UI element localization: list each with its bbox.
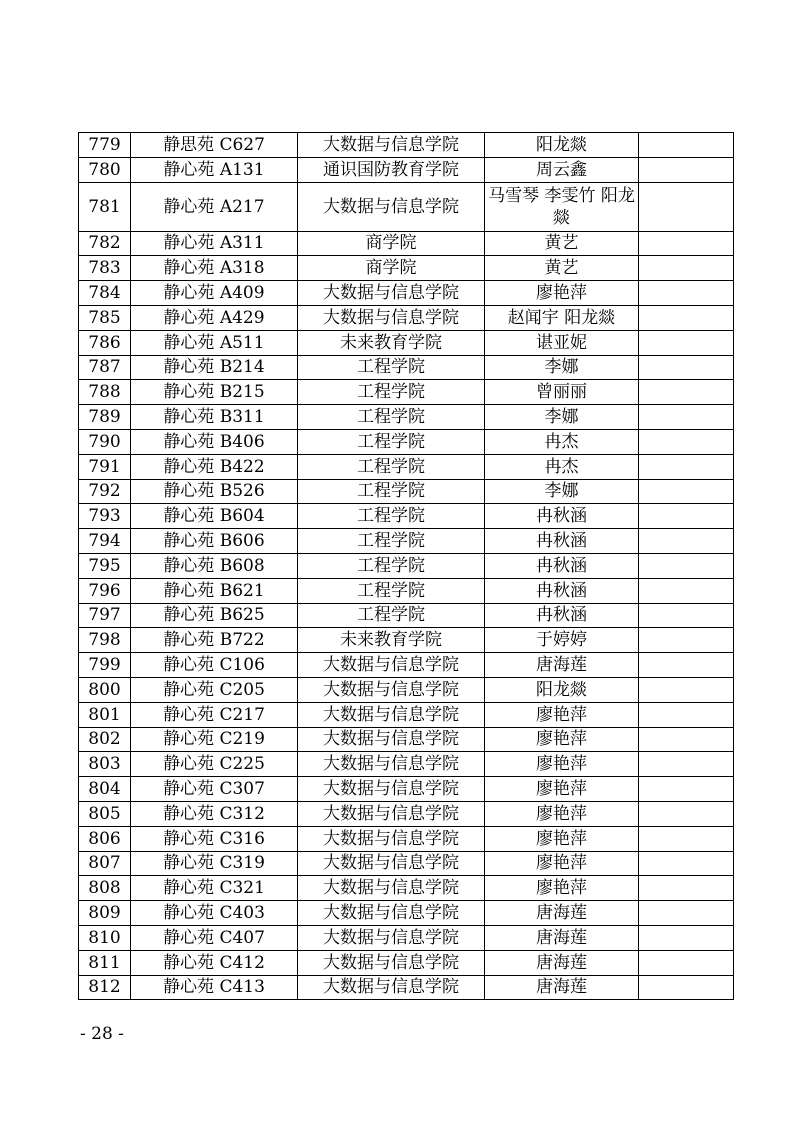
table-row [79, 950, 734, 975]
row-number-cell: 783 [79, 256, 131, 281]
room-cell: 静心苑 B311 [131, 405, 298, 430]
table-row [79, 925, 734, 950]
note-cell [639, 653, 734, 678]
row-number-cell: 794 [79, 529, 131, 554]
table-row [79, 380, 734, 405]
row-number-cell: 782 [79, 231, 131, 256]
staff-cell: 黄艺 [485, 256, 639, 281]
staff-cell: 马雪琴 李雯竹 阳龙燚 [485, 182, 639, 231]
row-number-cell: 802 [79, 727, 131, 752]
room-cell: 静心苑 B722 [131, 628, 298, 653]
note-cell [639, 231, 734, 256]
staff-cell: 廖艳萍 [485, 777, 639, 802]
table-row [79, 454, 734, 479]
row-number-cell: 798 [79, 628, 131, 653]
college-cell: 大数据与信息学院 [298, 950, 485, 975]
row-number-cell: 790 [79, 429, 131, 454]
row-number-cell: 788 [79, 380, 131, 405]
row-number-cell: 805 [79, 801, 131, 826]
staff-cell: 冉杰 [485, 454, 639, 479]
staff-cell: 冉秋涵 [485, 504, 639, 529]
table-row [79, 231, 734, 256]
row-number-cell: 803 [79, 752, 131, 777]
table-row [79, 529, 734, 554]
staff-cell: 唐海莲 [485, 653, 639, 678]
table-row [79, 405, 734, 430]
college-cell: 工程学院 [298, 380, 485, 405]
note-cell [639, 851, 734, 876]
staff-cell: 廖艳萍 [485, 281, 639, 306]
room-cell: 静心苑 A409 [131, 281, 298, 306]
college-cell: 大数据与信息学院 [298, 925, 485, 950]
table-row [79, 826, 734, 851]
staff-cell: 赵闻宇 阳龙燚 [485, 305, 639, 330]
college-cell: 通识国防教育学院 [298, 157, 485, 182]
note-cell [639, 479, 734, 504]
room-cell: 静心苑 A511 [131, 330, 298, 355]
note-cell [639, 752, 734, 777]
college-cell: 大数据与信息学院 [298, 182, 485, 231]
table-row [79, 752, 734, 777]
table-row [79, 801, 734, 826]
note-cell [639, 702, 734, 727]
college-cell: 工程学院 [298, 355, 485, 380]
room-cell: 静心苑 B526 [131, 479, 298, 504]
table-row [79, 305, 734, 330]
note-cell [639, 405, 734, 430]
row-number-cell: 812 [79, 975, 131, 1000]
room-cell: 静心苑 B406 [131, 429, 298, 454]
college-cell: 工程学院 [298, 553, 485, 578]
table-row [79, 975, 734, 1000]
college-cell: 工程学院 [298, 578, 485, 603]
note-cell [639, 876, 734, 901]
note-cell [639, 677, 734, 702]
table-row [79, 330, 734, 355]
room-cell: 静心苑 B608 [131, 553, 298, 578]
row-number-cell: 804 [79, 777, 131, 802]
row-number-cell: 795 [79, 553, 131, 578]
room-cell: 静心苑 A131 [131, 157, 298, 182]
college-cell: 未来教育学院 [298, 628, 485, 653]
room-cell: 静心苑 B214 [131, 355, 298, 380]
row-number-cell: 800 [79, 677, 131, 702]
row-number-cell: 811 [79, 950, 131, 975]
note-cell [639, 578, 734, 603]
table-row [79, 479, 734, 504]
staff-cell: 阳龙燚 [485, 677, 639, 702]
college-cell: 大数据与信息学院 [298, 777, 485, 802]
college-cell: 大数据与信息学院 [298, 752, 485, 777]
room-cell: 静心苑 B422 [131, 454, 298, 479]
room-cell: 静心苑 C407 [131, 925, 298, 950]
table-row [79, 851, 734, 876]
room-cell: 静心苑 A429 [131, 305, 298, 330]
staff-cell: 廖艳萍 [485, 727, 639, 752]
college-cell: 大数据与信息学院 [298, 133, 485, 158]
college-cell: 工程学院 [298, 529, 485, 554]
note-cell [639, 950, 734, 975]
college-cell: 大数据与信息学院 [298, 677, 485, 702]
college-cell: 大数据与信息学院 [298, 801, 485, 826]
note-cell [639, 380, 734, 405]
row-number-cell: 785 [79, 305, 131, 330]
note-cell [639, 504, 734, 529]
college-cell: 未来教育学院 [298, 330, 485, 355]
staff-cell: 曾丽丽 [485, 380, 639, 405]
room-cell: 静心苑 B625 [131, 603, 298, 628]
table-row [79, 157, 734, 182]
row-number-cell: 789 [79, 405, 131, 430]
note-cell [639, 529, 734, 554]
note-cell [639, 925, 734, 950]
room-cell: 静心苑 C321 [131, 876, 298, 901]
staff-cell: 周云鑫 [485, 157, 639, 182]
row-number-cell: 797 [79, 603, 131, 628]
staff-cell: 唐海莲 [485, 950, 639, 975]
row-number-cell: 799 [79, 653, 131, 678]
room-cell: 静心苑 C205 [131, 677, 298, 702]
staff-cell: 李娜 [485, 355, 639, 380]
college-cell: 工程学院 [298, 405, 485, 430]
table-row [79, 628, 734, 653]
room-cell: 静心苑 C217 [131, 702, 298, 727]
row-number-cell: 780 [79, 157, 131, 182]
college-cell: 商学院 [298, 256, 485, 281]
note-cell [639, 454, 734, 479]
room-cell: 静心苑 C219 [131, 727, 298, 752]
table-row [79, 429, 734, 454]
row-number-cell: 792 [79, 479, 131, 504]
college-cell: 工程学院 [298, 603, 485, 628]
college-cell: 工程学院 [298, 504, 485, 529]
note-cell [639, 281, 734, 306]
table-row [79, 578, 734, 603]
note-cell [639, 429, 734, 454]
room-cell: 静心苑 C316 [131, 826, 298, 851]
row-number-cell: 786 [79, 330, 131, 355]
table-row [79, 355, 734, 380]
room-cell: 静心苑 C225 [131, 752, 298, 777]
staff-cell: 廖艳萍 [485, 826, 639, 851]
note-cell [639, 628, 734, 653]
row-number-cell: 779 [79, 133, 131, 158]
table-row [79, 777, 734, 802]
table-row [79, 256, 734, 281]
roster-table [78, 132, 734, 1000]
table-row [79, 702, 734, 727]
room-cell: 静心苑 A311 [131, 231, 298, 256]
row-number-cell: 784 [79, 281, 131, 306]
room-cell: 静心苑 B215 [131, 380, 298, 405]
college-cell: 大数据与信息学院 [298, 653, 485, 678]
row-number-cell: 801 [79, 702, 131, 727]
college-cell: 大数据与信息学院 [298, 727, 485, 752]
table-row [79, 876, 734, 901]
staff-cell: 唐海莲 [485, 975, 639, 1000]
staff-cell: 李娜 [485, 479, 639, 504]
note-cell [639, 801, 734, 826]
note-cell [639, 157, 734, 182]
college-cell: 大数据与信息学院 [298, 826, 485, 851]
page-number: - 28 - [80, 1024, 124, 1044]
row-number-cell: 787 [79, 355, 131, 380]
room-cell: 静心苑 B604 [131, 504, 298, 529]
table-row [79, 182, 734, 231]
row-number-cell: 808 [79, 876, 131, 901]
note-cell [639, 727, 734, 752]
staff-cell: 唐海莲 [485, 901, 639, 926]
table-row [79, 504, 734, 529]
staff-cell: 冉秋涵 [485, 603, 639, 628]
table-row [79, 677, 734, 702]
staff-cell: 冉杰 [485, 429, 639, 454]
staff-cell: 廖艳萍 [485, 851, 639, 876]
room-cell: 静心苑 C307 [131, 777, 298, 802]
staff-cell: 冉秋涵 [485, 553, 639, 578]
college-cell: 大数据与信息学院 [298, 702, 485, 727]
college-cell: 工程学院 [298, 429, 485, 454]
roster-body [79, 133, 734, 1000]
college-cell: 大数据与信息学院 [298, 975, 485, 1000]
note-cell [639, 330, 734, 355]
note-cell [639, 826, 734, 851]
staff-cell: 李娜 [485, 405, 639, 430]
row-number-cell: 793 [79, 504, 131, 529]
staff-cell: 冉秋涵 [485, 529, 639, 554]
room-cell: 静心苑 B606 [131, 529, 298, 554]
note-cell [639, 603, 734, 628]
room-cell: 静思苑 C627 [131, 133, 298, 158]
staff-cell: 于婷婷 [485, 628, 639, 653]
row-number-cell: 807 [79, 851, 131, 876]
room-cell: 静心苑 B621 [131, 578, 298, 603]
note-cell [639, 133, 734, 158]
note-cell [639, 305, 734, 330]
note-cell [639, 975, 734, 1000]
college-cell: 大数据与信息学院 [298, 901, 485, 926]
room-cell: 静心苑 A217 [131, 182, 298, 231]
room-cell: 静心苑 C412 [131, 950, 298, 975]
room-cell: 静心苑 C312 [131, 801, 298, 826]
room-cell: 静心苑 C403 [131, 901, 298, 926]
college-cell: 工程学院 [298, 479, 485, 504]
table-row [79, 133, 734, 158]
row-number-cell: 809 [79, 901, 131, 926]
staff-cell: 廖艳萍 [485, 801, 639, 826]
table-row [79, 653, 734, 678]
staff-cell: 黄艺 [485, 231, 639, 256]
note-cell [639, 777, 734, 802]
room-cell: 静心苑 A318 [131, 256, 298, 281]
row-number-cell: 791 [79, 454, 131, 479]
note-cell [639, 553, 734, 578]
row-number-cell: 796 [79, 578, 131, 603]
staff-cell: 廖艳萍 [485, 876, 639, 901]
college-cell: 工程学院 [298, 454, 485, 479]
room-cell: 静心苑 C413 [131, 975, 298, 1000]
staff-cell: 廖艳萍 [485, 702, 639, 727]
table-row [79, 281, 734, 306]
staff-cell: 廖艳萍 [485, 752, 639, 777]
staff-cell: 阳龙燚 [485, 133, 639, 158]
staff-cell: 谌亚妮 [485, 330, 639, 355]
room-cell: 静心苑 C319 [131, 851, 298, 876]
college-cell: 大数据与信息学院 [298, 851, 485, 876]
note-cell [639, 901, 734, 926]
note-cell [639, 182, 734, 231]
staff-cell: 唐海莲 [485, 925, 639, 950]
college-cell: 大数据与信息学院 [298, 305, 485, 330]
table-row [79, 553, 734, 578]
college-cell: 商学院 [298, 231, 485, 256]
note-cell [639, 355, 734, 380]
room-cell: 静心苑 C106 [131, 653, 298, 678]
row-number-cell: 781 [79, 182, 131, 231]
staff-cell: 冉秋涵 [485, 578, 639, 603]
table-row [79, 727, 734, 752]
table-row [79, 901, 734, 926]
college-cell: 大数据与信息学院 [298, 876, 485, 901]
note-cell [639, 256, 734, 281]
row-number-cell: 810 [79, 925, 131, 950]
college-cell: 大数据与信息学院 [298, 281, 485, 306]
row-number-cell: 806 [79, 826, 131, 851]
table-row [79, 603, 734, 628]
